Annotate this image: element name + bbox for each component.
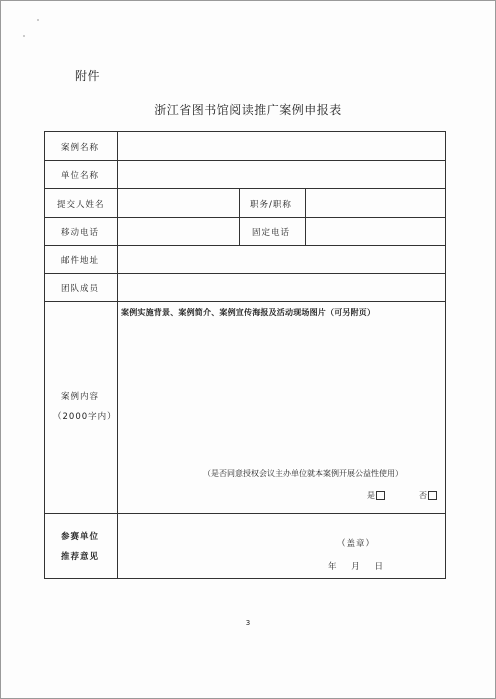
no-label: 否 — [419, 491, 427, 500]
case-name-label: 案例名称 — [61, 143, 100, 153]
month-label: 月 — [351, 562, 360, 572]
recommend-label-line2: 推荐意见 — [61, 552, 100, 562]
row-divider — [45, 245, 445, 246]
column-divider — [305, 188, 306, 245]
page-number: 3 — [245, 619, 251, 627]
row-divider — [45, 513, 445, 514]
year-label: 年 — [328, 562, 337, 572]
no-option[interactable] — [419, 490, 437, 501]
consent-question: （是否同意授权会议主办单位就本案例开展公益性使用） — [203, 469, 403, 478]
team-label: 团队成员 — [61, 284, 100, 294]
landline-label: 固定电话 — [252, 228, 291, 238]
seal-placeholder: （盖章） — [337, 539, 376, 549]
row-divider — [45, 301, 445, 302]
row-divider — [45, 188, 445, 189]
no-checkbox[interactable] — [428, 491, 437, 500]
content-label: 案例内容 — [61, 392, 100, 402]
scan-speck — [23, 35, 25, 37]
email-label: 邮件地址 — [61, 256, 100, 266]
column-divider — [239, 188, 240, 245]
yes-option[interactable] — [367, 490, 385, 501]
yes-label: 是 — [367, 491, 375, 500]
date-line — [328, 560, 395, 572]
row-divider — [45, 217, 445, 218]
label-column-divider — [117, 132, 118, 578]
row-divider — [45, 160, 445, 161]
content-instructions: 案例实施背景、案例简介、案例宣传海报及活动现场图片（可另附页） — [121, 308, 376, 317]
day-label: 日 — [374, 562, 383, 572]
yes-checkbox[interactable] — [376, 491, 385, 500]
content-limit-label: （2000字内） — [53, 412, 117, 422]
unit-name-label: 单位名称 — [61, 171, 100, 181]
attachment-label: 附件 — [75, 69, 101, 83]
row-divider — [45, 273, 445, 274]
submitter-label: 提交人姓名 — [57, 200, 105, 210]
application-form-table — [44, 131, 446, 579]
position-label: 职务/职称 — [250, 200, 292, 210]
mobile-label: 移动电话 — [61, 228, 100, 238]
scan-speck — [37, 19, 39, 21]
recommend-label-line1: 参赛单位 — [61, 532, 100, 542]
form-title: 浙江省图书馆阅读推广案例申报表 — [154, 103, 342, 117]
